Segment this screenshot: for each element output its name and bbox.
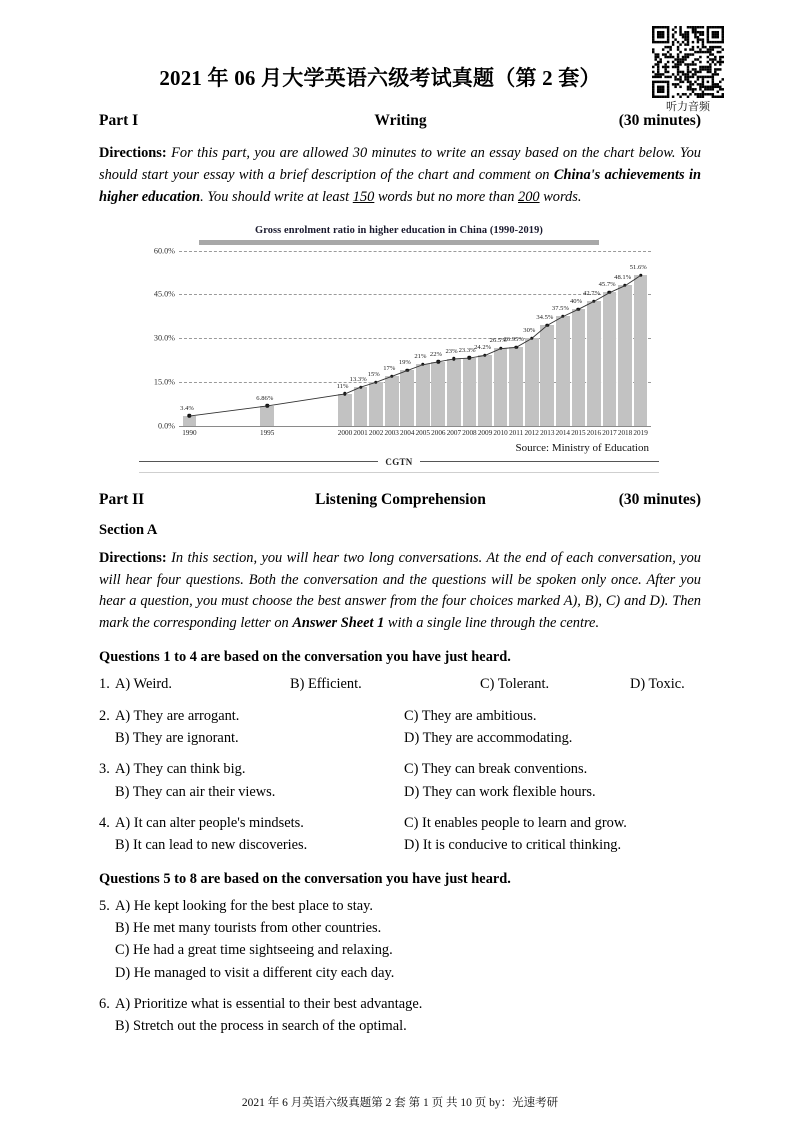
question-1-option-a[interactable]: A) Weird.: [115, 676, 172, 693]
question-5-row-a: [99, 895, 701, 917]
chart-data-label: 26.95%: [503, 336, 524, 344]
part-1-header: [99, 112, 701, 130]
chart-data-label: 6.86%: [256, 394, 274, 402]
question-2-indent: [99, 727, 115, 749]
part-2-name: Listening Comprehension: [315, 490, 486, 508]
question-5-number: 5.: [99, 897, 110, 914]
chart-x-tick-label: 2018: [617, 428, 633, 437]
chart-x-axis: [179, 427, 651, 441]
chart-watermark: CGTN: [385, 456, 413, 467]
question-2-option-a[interactable]: A) They are arrogant.: [115, 707, 240, 724]
chart-x-tick-label: 2008: [462, 428, 477, 437]
question-item: [99, 705, 701, 750]
qr-caption: 听力音频: [666, 100, 710, 113]
part-1-directions: [99, 143, 701, 209]
question-3-number: 3.: [99, 761, 110, 778]
question-3-row-2: [99, 781, 701, 803]
chart-source: Source: Ministry of Education: [515, 441, 649, 454]
section-a-label: Section A: [99, 521, 158, 538]
question-4-row-2: [99, 834, 701, 856]
question-6-row-a: [99, 993, 701, 1015]
part-2-header: [99, 491, 701, 509]
chart-watermark-row: [139, 457, 659, 467]
question-item: [99, 758, 701, 803]
chart-top-bar: [199, 240, 599, 245]
question-4-option-c[interactable]: C) It enables people to learn and grow.: [404, 814, 627, 831]
chart-y-tick-label: 45.0%: [153, 289, 175, 299]
part-1-label: Part I: [99, 112, 139, 129]
question-3-option-a[interactable]: A) They can think big.: [115, 761, 246, 778]
question-1-number: 1.: [99, 676, 110, 693]
question-3-row-1: [99, 758, 701, 780]
directions-max-words: 200: [518, 188, 540, 205]
chart-bottom-rule: [139, 472, 659, 473]
directions-text-1: For this part, you are allowed 30 minutes to write an essay based on the chart below. You should start your essay with a brief description of the chart and comment on: [99, 145, 701, 183]
question-4-indent: [99, 834, 115, 856]
chart-x-tick-label: 1990: [182, 428, 197, 437]
question-2-option-b[interactable]: B) They are ignorant.: [115, 729, 239, 746]
chart-data-label: 23.3%: [458, 346, 476, 354]
question-1-row: [99, 673, 701, 695]
chart-data-label: 11%: [336, 382, 349, 390]
section-a-directions-lead: Directions:: [99, 549, 167, 566]
chart-x-tick-label: 2003: [384, 428, 399, 437]
question-item: [99, 993, 701, 1038]
question-6-row-b: [99, 1015, 701, 1037]
question-item: [99, 895, 701, 984]
directions-lead: Directions:: [99, 145, 167, 161]
chart-x-tick-label: 2015: [571, 428, 586, 437]
chart-data-label: 48.1%: [614, 274, 632, 282]
directions-min-words: 150: [352, 188, 375, 205]
chart-x-tick-label: 2011: [509, 428, 524, 437]
chart-x-tick-label: 2010: [493, 428, 508, 437]
question-6-option-a[interactable]: A) Prioritize what is essential to their best advantage.: [115, 995, 423, 1012]
page-title: 2021 年 06 月大学英语六级考试真题（第 2 套）: [159, 66, 601, 90]
chart-x-tick-label: 1995: [259, 428, 275, 437]
part-1-time: (30 minutes): [618, 112, 701, 129]
chart-y-tick-label: 30.0%: [153, 333, 175, 343]
question-item: [99, 673, 701, 695]
question-4-number: 4.: [99, 814, 110, 831]
question-4-option-b[interactable]: B) It can lead to new discoveries.: [115, 837, 308, 854]
question-5-option-c[interactable]: C) He had a great time sightseeing and relaxing.: [115, 942, 393, 959]
chart-plot-area: [153, 246, 651, 431]
question-6-indent-b: [99, 1015, 115, 1037]
question-4-option-d[interactable]: D) It is conducive to critical thinking.: [404, 837, 622, 854]
chart-data-label: 30%: [523, 327, 536, 335]
directions-text-4: words.: [539, 188, 582, 205]
part-2-label: Part II: [99, 490, 145, 508]
chart-x-tick-label: 2005: [415, 428, 430, 437]
chart-data-label: 13.3%: [349, 375, 367, 383]
chart-x-tick-label: 2001: [353, 428, 368, 437]
question-5-row-b: [99, 917, 701, 939]
chart-x-tick-label: 2002: [368, 428, 384, 437]
question-2-option-d[interactable]: D) They are accommodating.: [404, 729, 573, 746]
questions-1-4-heading: Questions 1 to 4 are based on the conversation you have just heard.: [99, 649, 511, 666]
chart-x-tick-label: 2012: [524, 428, 539, 437]
directions-text-2: . You should write at least: [200, 188, 353, 205]
chart-x-tick-label: 2007: [446, 428, 462, 437]
question-item: [99, 812, 701, 857]
chart-y-tick-label: 15.0%: [153, 377, 175, 387]
question-5-option-b[interactable]: B) He met many tourists from other countries.: [115, 919, 382, 936]
chart-x-tick-label: 2000: [337, 428, 353, 437]
question-5-row-d: [99, 962, 701, 984]
questions-5-8-heading: Questions 5 to 8 are based on the conversation you have just heard.: [99, 870, 511, 887]
chart-data-label: 34.5%: [536, 314, 554, 322]
question-3-option-d[interactable]: D) They can work flexible hours.: [404, 783, 596, 800]
question-4-row-1: [99, 812, 701, 834]
chart-x-tick-label: 2009: [477, 428, 493, 437]
question-1-option-b[interactable]: B) Efficient.: [290, 676, 362, 693]
chart-data-label: 19%: [398, 359, 411, 367]
chart-y-tick-label: 0.0%: [157, 421, 175, 431]
watermark-rule-right: [420, 461, 659, 462]
question-2-row-2: [99, 727, 701, 749]
watermark-rule-left: [139, 461, 378, 462]
chart-data-label: 37.5%: [551, 305, 569, 313]
section-a-directions-text-2: with a single line through the centre.: [384, 615, 600, 632]
chart-y-tick-label: 60.0%: [153, 246, 175, 256]
chart-x-tick-label: 2014: [555, 428, 570, 437]
chart-data-label: 26.5%: [489, 337, 507, 345]
question-2-option-c[interactable]: C) They are ambitious.: [404, 707, 537, 724]
question-2-row-1: [99, 705, 701, 727]
part-1-name: Writing: [374, 112, 427, 129]
directions-emphasis: China's achievements in higher education: [99, 166, 701, 205]
question-4-option-a[interactable]: A) It can alter people's mindsets.: [115, 814, 304, 831]
part-2-time: (30 minutes): [618, 490, 701, 508]
question-1-option-d[interactable]: D) Toxic.: [630, 676, 685, 693]
section-a-directions: [99, 548, 701, 636]
section-a-directions-text-1: In this section, you will hear two long conversations. At the end of each conversation, you will hear four questions. Both the conversation and the questions will be spoken only once. After you hear a question, you must choose the best answer from the four choices marked A), B), C) and D). Then mark the corresponding letter on: [99, 549, 702, 632]
chart-x-tick-label: 2004: [400, 428, 415, 437]
question-5-option-d[interactable]: D) He managed to visit a different city each day.: [115, 964, 395, 981]
chart-data-label: 42.7%: [583, 290, 601, 298]
question-5-option-a[interactable]: A) He kept looking for the best place to stay.: [115, 897, 374, 914]
chart-x-tick-label: 2006: [431, 428, 446, 437]
question-2-number: 2.: [99, 707, 110, 724]
chart-data-label: 17%: [383, 365, 396, 373]
chart-x-tick-label: 2016: [586, 428, 602, 437]
question-6-number: 6.: [99, 995, 110, 1012]
chart-x-tick-label: 2019: [633, 428, 648, 437]
answer-sheet-emphasis: Answer Sheet 1: [292, 615, 385, 632]
question-1-option-c[interactable]: C) Tolerant.: [480, 676, 550, 693]
chart-trend-line: [179, 251, 651, 426]
chart-data-label: 40%: [569, 298, 583, 306]
chart-data-label: 22%: [429, 350, 443, 358]
chart-data-label: 51.6%: [629, 264, 647, 272]
chart-title: Gross enrolment ratio in higher education in China (1990-2019): [255, 224, 543, 236]
chart-data-label: 21%: [414, 353, 427, 361]
enrolment-chart: [139, 225, 659, 473]
chart-x-tick-label: 2013: [540, 428, 555, 437]
question-3-indent: [99, 781, 115, 803]
chart-data-label: 23%: [445, 347, 458, 355]
directions-text-3: words but no more than: [374, 188, 518, 205]
chart-data-label: 24.2%: [474, 344, 492, 352]
question-5-indent-d: [99, 962, 115, 984]
question-3-option-c[interactable]: C) They can break conventions.: [404, 761, 588, 778]
chart-data-label: 15%: [367, 370, 380, 378]
question-3-option-b[interactable]: B) They can air their views.: [115, 783, 276, 800]
question-5-row-c: [99, 939, 701, 961]
chart-data-label: 3.4%: [180, 404, 194, 412]
chart-x-tick-label: 2017: [602, 428, 617, 437]
page-footer: 2021 年 6 月英语六级真题第 2 套 第 1 页 共 10 页 by：光速考研: [241, 1097, 559, 1109]
question-6-option-b[interactable]: B) Stretch out the process in search of the optimal.: [115, 1018, 407, 1035]
question-5-indent-c: [99, 939, 115, 961]
chart-data-label: 45.7%: [598, 281, 616, 289]
page-content: [99, 112, 701, 1047]
question-5-indent-b: [99, 917, 115, 939]
